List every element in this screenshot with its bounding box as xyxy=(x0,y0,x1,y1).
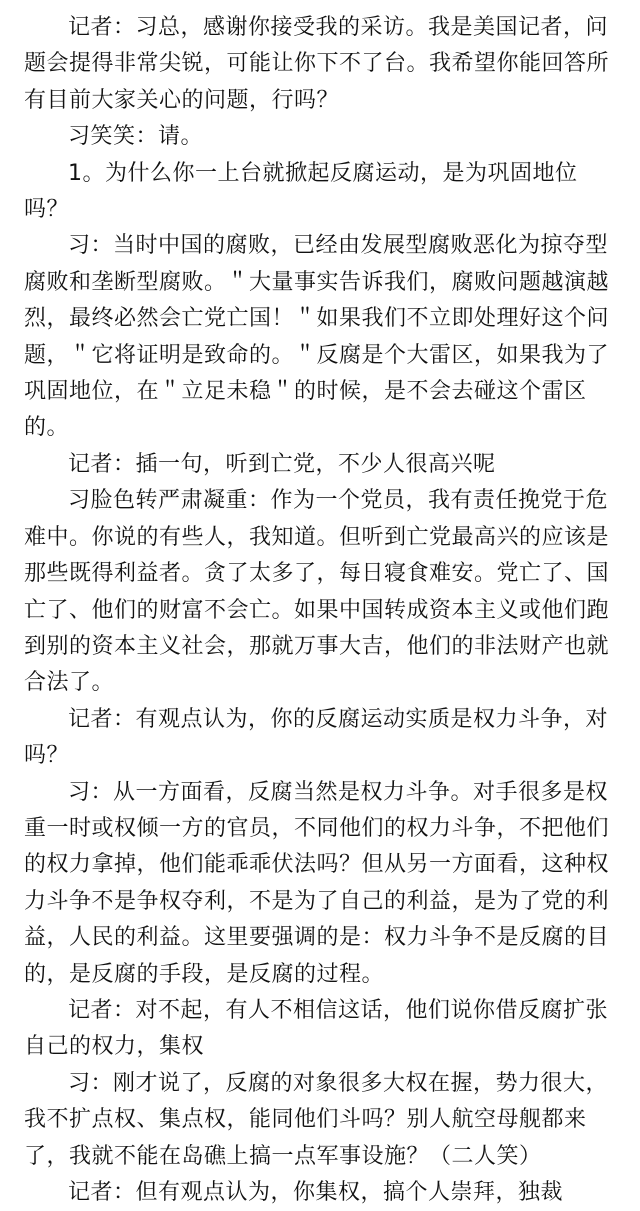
paragraph-question-centralization: 记者：对不起，有人不相信这话，他们说你借反腐扩张自己的权力，集权 xyxy=(24,997,609,1060)
paragraph-reporter-interject: 记者：插一句，听到亡党，不少人很高兴呢 xyxy=(68,451,496,477)
paragraph-question-1: 1。为什么你一上台就掀起反腐运动，是为巩固地位吗？ xyxy=(24,160,578,223)
paragraph-xi-smile: 习笑笑：请。 xyxy=(68,124,204,150)
paragraph-answer-1: 习：当时中国的腐败，已经由发展型腐败恶化为掠夺型腐败和垄断型腐败。＂大量事实告诉我们，腐败问题越演越烈，最终必然会亡党亡国！＂如果我们不立即处理好这个问题，＂它将证明是致命的。＂反腐是个大雷区，如果我为了巩固地位，在＂立足未稳＂的时候，是不会去碰这个雷区的。 xyxy=(24,233,610,441)
paragraph-reporter-intro: 记者：习总，感谢你接受我的采访。我是美国记者，问题会提得非常尖锐，可能让你下不了台。我希望你能回答所有目前大家关心的问题，行吗？ xyxy=(24,15,610,113)
paragraph-question-dictatorship: 记者：但有观点认为，你集权，搞个人崇拜，独裁 xyxy=(68,1180,564,1205)
paragraph-question-power-struggle: 记者：有观点认为，你的反腐运动实质是权力斗争，对吗？ xyxy=(24,706,609,769)
paragraph-answer-2: 习脸色转严肃凝重：作为一个党员，我有责任挽党于危难中。你说的有些人，我知道。但听到亡党最高兴的应该是那些既得利益者。贪了太多了，每日寝食难安。党亡了、国亡了、他们的财富不会亡。如果中国转成资本主义或他们跑到别的资本主义社会，那就万事大吉，他们的非法财产也就合法了。 xyxy=(24,488,610,696)
paragraph-answer-centralization: 习：刚才说了，反腐的对象很多大权在握，势力很大，我不扩点权、集点权，能同他们斗吗？别人航空母舰都来了，我就不能在岛礁上搞一点军事设施？（二人笑） xyxy=(24,1070,609,1169)
paragraph-answer-power-struggle: 习：从一方面看，反腐当然是权力斗争。对手很多是权重一时或权倾一方的官员，不同他们的权力斗争，不把他们的权力拿掉，他们能乖乖伏法吗？但从另一方面看，这种权力斗争不是争权夺利，不是为了自己的利益，是为了党的利益，人民的利益。这里要强调的是：权力斗争不是反腐的目的，是反腐的手段，是反腐的过程。 xyxy=(24,779,610,987)
